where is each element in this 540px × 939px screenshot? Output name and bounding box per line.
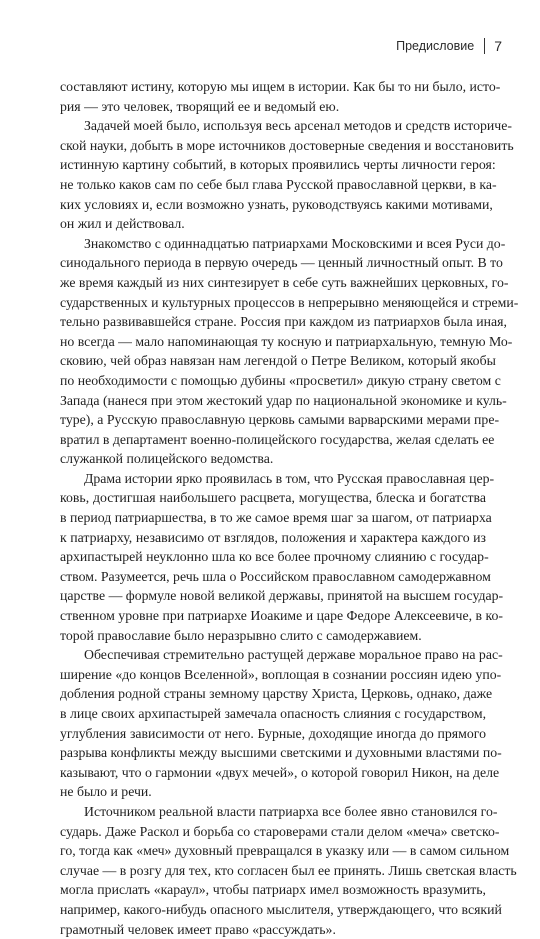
- paragraph: [60, 234, 519, 469]
- text-line: же время каждый из них синтезирует в себе суть важнейших церковных, го-: [60, 274, 509, 290]
- text-line: в лице своих архипастырей замечала опасность слияния с государством,: [60, 706, 487, 721]
- text-line: грамотный человек имеет право «рассуждать».: [60, 921, 336, 937]
- text-line: Задачей моей было, используя весь арсенал методов и средств историче-: [84, 118, 512, 134]
- text-line: по необходимости с помощью дубины «просветил» дикую страну светом с: [60, 372, 501, 388]
- text-line: царстве — формуле новой великой державы, принятой на высшем государ-: [60, 588, 504, 604]
- text-line: к патриарху, независимо от взглядов, положения и характера каждого из: [60, 529, 486, 545]
- text-line: синодального периода в первую очередь — ценный личностный опыт. В то: [60, 255, 503, 271]
- text-line: архипастырей неуклонно шла ко все более прочному слиянию с государ-: [60, 549, 489, 565]
- text-line: торой православие было неразрывно слито с самодержавием.: [60, 627, 422, 643]
- text-line: сковию, чей образ навязан нам легендой о Петре Великом, который якобы: [60, 353, 496, 369]
- body-text: [60, 77, 519, 939]
- text-line: тельно развивавшейся стране. Россия при каждом из патриархов была иная,: [60, 314, 507, 330]
- text-line: Драма истории ярко проявилась в том, что Русская православная цер-: [84, 470, 495, 486]
- text-line: ской науки, добыть в море источников достоверные сведения и восстановить: [60, 137, 514, 153]
- text-line: ственном уровне при патриархе Иоакиме и царе Федоре Алексеевиче, в ко-: [60, 608, 503, 624]
- text-line: он жил и действовал.: [60, 216, 185, 232]
- text-line: ширение «до концов Вселенной», воплощая в сознании россиян идею упо-: [60, 666, 502, 682]
- text-line: казывают, что о гармонии «двух мечей», о которой говорил Никон, на деле: [60, 764, 500, 780]
- text-line: не было и речи.: [60, 784, 152, 800]
- paragraph: [60, 469, 504, 645]
- text-line: сударь. Даже Раскол и борьба со староверами стали делом «меча» светско-: [60, 823, 500, 839]
- text-line: истинную картину событий, в которых проявились черты личности героя:: [60, 157, 496, 173]
- text-line: но всегда — мало напоминающая ту косную и патриархальную, темную Мо-: [60, 333, 513, 349]
- header-divider: [484, 38, 485, 54]
- text-line: разрыва конфликты между высшими светскими и духовными властями по-: [60, 745, 502, 761]
- text-line: случае — в розгу для тех, кто согласен был ее принять. Лишь светская власть: [60, 862, 517, 878]
- text-line: добления родной страны земному царству Христа, Церковь, однако, даже: [60, 686, 493, 702]
- text-line: служанкой полицейского ведомства.: [60, 451, 274, 467]
- text-line: ковь, достигшая наибольшего расцвета, могущества, блеска и богатства: [60, 490, 486, 506]
- text-line: составляют истину, которую мы ищем в истории. Как бы то ни было, исто-: [60, 79, 501, 94]
- text-line: рия — это человек, творящий ее и ведомый ею.: [60, 98, 340, 114]
- text-line: Обеспечивая стремительно растущей державе моральное право на рас-: [84, 647, 503, 663]
- text-line: го, тогда как «меч» духовный превращался в указку или — в самом сильном: [60, 843, 510, 859]
- paragraph: [60, 77, 501, 116]
- text-line: например, какого-нибудь опасного мыслителя, утверждающего, что всякий: [60, 901, 502, 917]
- paragraph: [60, 645, 503, 802]
- text-line: сударственных и культурных процессов в непрерывно меняющейся и стреми-: [60, 294, 519, 310]
- running-head: [396, 38, 502, 54]
- text-line: ких условиях и, если возможно узнать, руководствуясь какими мотивами,: [60, 196, 493, 212]
- section-title: Предисловие: [396, 39, 475, 53]
- text-line: вратил в департамент военно-полицейского государства, желая сделать ее: [60, 431, 495, 447]
- page-number: 7: [494, 38, 502, 54]
- text-line: в период патриаршества, в то же самое время шаг за шагом, от патриарха: [60, 510, 492, 526]
- text-line: Источником реальной власти патриарха все более явно становился го-: [84, 803, 498, 819]
- text-line: могла прислать «караул», чтобы патриарх имел возможность вразумить,: [60, 882, 486, 898]
- text-line: углубления зависимости от него. Бурные, доходящие иногда до прямого: [60, 725, 486, 741]
- text-line: Знакомство с одиннадцатью патриархами Московскими и всея Руси до-: [84, 235, 506, 251]
- paragraph: [60, 116, 514, 234]
- paragraph: [60, 802, 517, 939]
- text-line: ством. Разумеется, речь шла о Российском православном самодержавном: [60, 568, 491, 584]
- text-line: Запада (нанеся при этом жестокий удар по национальной экономике и куль-: [60, 392, 507, 408]
- text-line: туре), а Русскую православную церковь самыми варварскими мерами пре-: [60, 412, 500, 428]
- text-line: не только каков сам по себе был глава Русской православной церкви, в ка-: [60, 176, 497, 192]
